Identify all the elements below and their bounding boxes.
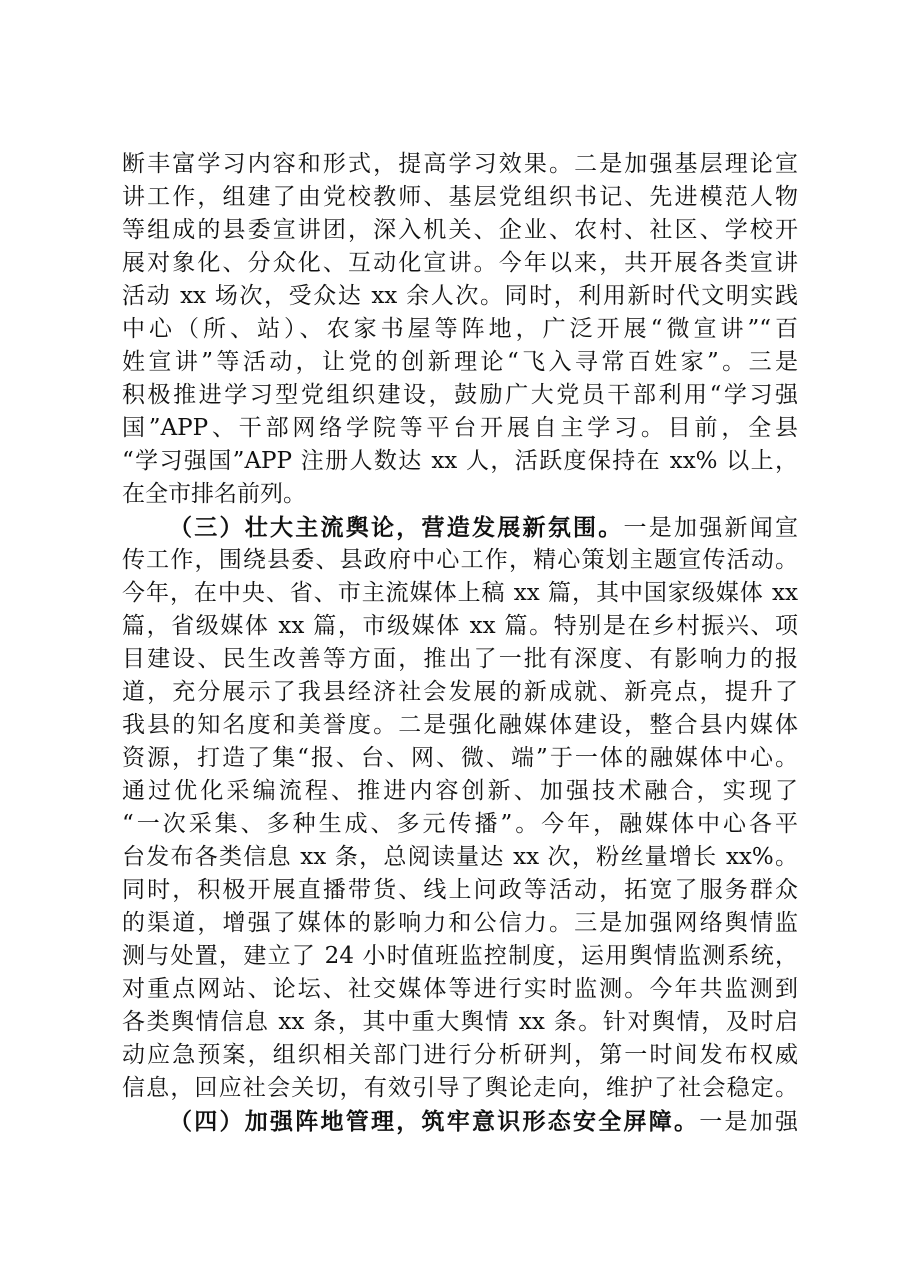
paragraph-line: 目建设、民生改善等方面，推出了一批有深度、有影响力的报 [122, 646, 798, 672]
paragraph-line: 台发布各类信息 xx 条，总阅读量达 xx 次，粉丝量增长 xx%。 [122, 844, 798, 870]
section-4-heading: （四）加强阵地管理，筑牢意识形态安全屏障。 [169, 1108, 700, 1135]
paragraph-line: 对重点网站、论坛、社交媒体等进行实时监测。今年共监测到 [122, 976, 798, 1002]
paragraph-line: 中心（所、站）、农家书屋等阵地，广泛开展“微宣讲”“百 [122, 316, 798, 342]
paragraph-line: 断丰富学习内容和形式，提高学习效果。二是加强基层理论宣 [122, 151, 798, 177]
paragraph-line: “一次采集、多种生成、多元传播”。今年，融媒体中心各平 [122, 811, 798, 837]
paragraph-line: 姓宣讲”等活动，让党的创新理论“飞入寻常百姓家”。三是 [122, 349, 798, 375]
section-3-first-line [169, 511, 798, 544]
paragraph-line: 讲工作，组建了由党校教师、基层党组织书记、先进模范人物 [122, 184, 798, 210]
paragraph-line: 道，充分展示了我县经济社会发展的新成就、新亮点，提升了 [122, 679, 798, 705]
paragraph-line: 资源，打造了集“报、台、网、微、端”于一体的融媒体中心。 [122, 745, 798, 771]
paragraph-line: 信息，回应社会关切，有效引导了舆论走向，维护了社会稳定。 [122, 1075, 798, 1101]
section-3-heading: （三）壮大主流舆论，营造发展新氛围。 [169, 514, 624, 541]
paragraph-line: 国”APP、干部网络学院等平台开展自主学习。目前，全县 [122, 415, 798, 441]
paragraph-line: 动应急预案，组织相关部门进行分析研判，第一时间发布权威 [122, 1042, 798, 1068]
paragraph-line: 同时，积极开展直播带货、线上问政等活动，拓宽了服务群众 [122, 877, 798, 903]
paragraph-line: 篇，省级媒体 xx 篇，市级媒体 xx 篇。特别是在乡村振兴、项 [122, 613, 798, 639]
paragraph-line: 在全市排名前列。 [122, 481, 306, 507]
section-4-first-line [169, 1105, 798, 1138]
paragraph-line: 积极推进学习型党组织建设，鼓励广大党员干部利用“学习强 [122, 382, 798, 408]
paragraph-line: 测与处置，建立了 24 小时值班监控制度，运用舆情监测系统， [122, 943, 798, 969]
paragraph-line: 活动 xx 场次，受众达 xx 余人次。同时，利用新时代文明实践 [122, 283, 798, 309]
paragraph-line: 传工作，围绕县委、县政府中心工作，精心策划主题宣传活动。 [122, 547, 798, 573]
paragraph-line: 今年，在中央、省、市主流媒体上稿 xx 篇，其中国家级媒体 xx [122, 580, 798, 606]
paragraph-line: 各类舆情信息 xx 条，其中重大舆情 xx 条。针对舆情，及时启 [122, 1009, 798, 1035]
paragraph-line: 等组成的县委宣讲团，深入机关、企业、农村、社区、学校开 [122, 217, 798, 243]
paragraph-line: 我县的知名度和美誉度。二是强化融媒体建设，整合县内媒体 [122, 712, 798, 738]
section-4-first-line-text: 一是加强 [699, 1109, 798, 1135]
paragraph-line: “学习强国”APP 注册人数达 xx 人，活跃度保持在 xx% 以上， [122, 448, 798, 474]
paragraph-line: 通过优化采编流程、推进内容创新、加强技术融合，实现了 [122, 778, 798, 804]
paragraph-line: 展对象化、分众化、互动化宣讲。今年以来，共开展各类宣讲 [122, 250, 798, 276]
paragraph-line: 的渠道，增强了媒体的影响力和公信力。三是加强网络舆情监 [122, 910, 798, 936]
section-3-first-line-text: 一是加强新闻宣 [623, 515, 798, 541]
